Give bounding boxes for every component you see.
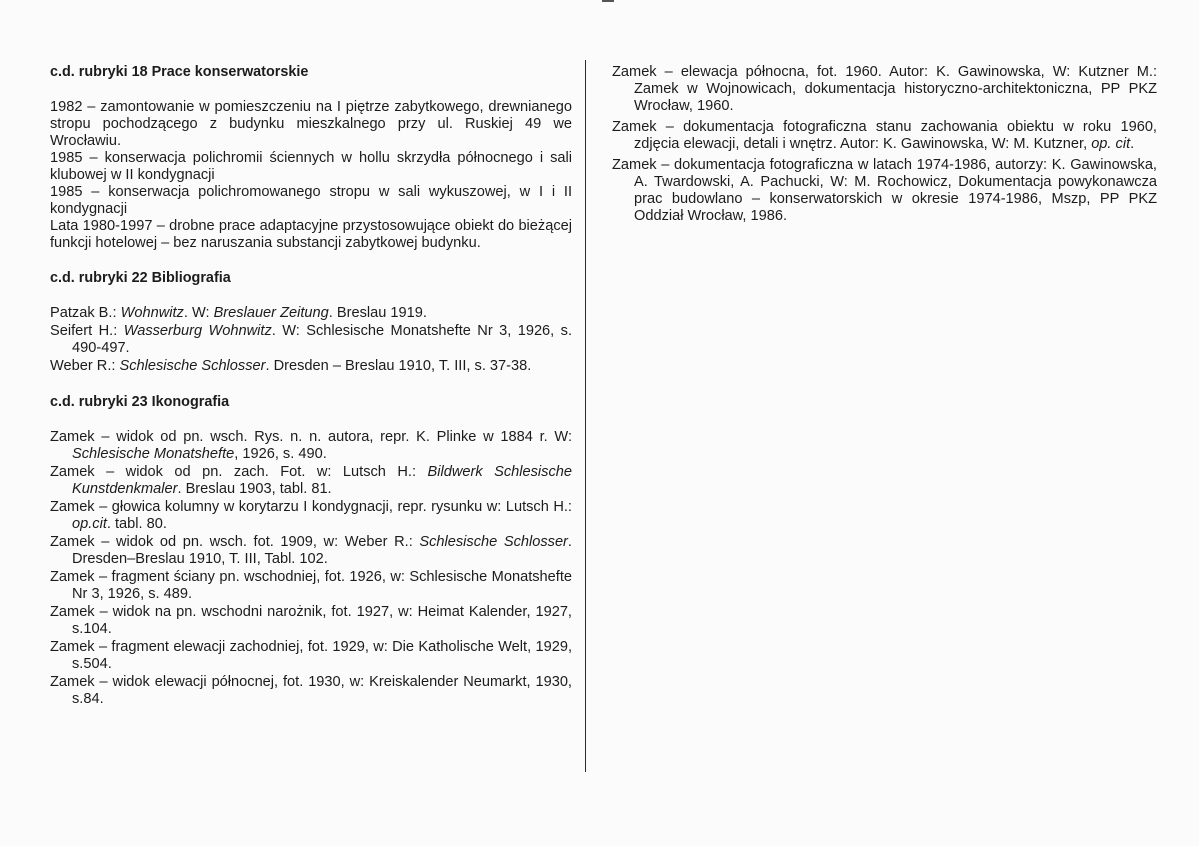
left-column: [50, 64, 572, 709]
section-heading-bibliography: c.d. rubryki 22 Bibliografia: [50, 270, 231, 286]
conservation-paragraph: Lata 1980-1997 – drobne prace adaptacyjne przystosowujące obiekt do bieżącej funkcji hotelowej – bez naruszania substancji zabytkowej budynku.: [50, 218, 572, 251]
iconography-entry: Zamek – widok elewacji północnej, fot. 1930, w: Kreiskalender Neumarkt, 1930, s.84.: [50, 674, 572, 707]
iconography-entry: Zamek – elewacja północna, fot. 1960. Autor: K. Gawinowska, W: Kutzner M.: Zamek w Wojnowicach, dokumentacja historyczno-architektoniczna, PP PKZ Wrocław, 1960.: [612, 64, 1157, 114]
iconography-entry: Zamek – dokumentacja fotograficzna stanu zachowania obiektu w roku 1960, zdjęcia elewacji, detali i wnętrz. Autor: K. Gawinowska, W: M. Kutzner, op. cit.: [612, 119, 1157, 152]
conservation-paragraph: 1985 – konserwacja polichromowanego stropu w sali wykuszowej, w I i II kondygnacji: [50, 184, 572, 217]
iconography-entry: Zamek – głowica kolumny w korytarzu I kondygnacji, repr. rysunku w: Lutsch H.: op.cit. tabl. 80.: [50, 499, 572, 532]
conservation-paragraph: 1985 – konserwacja polichromii ściennych w hollu skrzydła północnego i sali klubowej w II kondygnacji: [50, 150, 572, 183]
section-heading-iconography: c.d. rubryki 23 Ikonografia: [50, 394, 230, 410]
column-divider: [585, 60, 586, 772]
scan-mark: [602, 0, 614, 2]
iconography-entry: Zamek – widok od pn. wsch. Rys. n. n. autora, repr. K. Plinke w 1884 r. W: Schlesische Monatshefte, 1926, s. 490.: [50, 429, 572, 462]
iconography-entry: Zamek – fragment elewacji zachodniej, fot. 1929, w: Die Katholische Welt, 1929, s.504.: [50, 639, 572, 672]
bibliography-entry: Patzak B.: Wohnwitz. W: Breslauer Zeitung. Breslau 1919.: [50, 305, 427, 321]
iconography-entry: Zamek – widok od pn. zach. Fot. w: Lutsch H.: Bildwerk Schlesische Kunstdenkmaler. Breslau 1903, tabl. 81.: [50, 464, 573, 497]
section-heading-conservation: c.d. rubryki 18 Prace konserwatorskie: [50, 64, 309, 80]
bibliography-entry: Weber R.: Schlesische Schlosser. Dresden – Breslau 1910, T. III, s. 37-38.: [50, 358, 532, 374]
iconography-entry: Zamek – fragment ściany pn. wschodniej, fot. 1926, w: Schlesische Monatshefte Nr 3, 1926, s. 489.: [50, 569, 572, 602]
right-column: [612, 64, 1157, 229]
iconography-entry: Zamek – dokumentacja fotograficzna w latach 1974-1986, autorzy: K. Gawinowska, A. Twardowski, A. Pachucki, W: M. Rochowicz, Dokumentacja powykonawcza prac budowlano – konserwatorskich w okresie 1974-1986, Mszp, PP PKZ Oddział Wrocław, 1986.: [612, 157, 1157, 224]
conservation-paragraph: 1982 – zamontowanie w pomieszczeniu na I piętrze zabytkowego, drewnianego stropu pochodzącego z budynku mieszkalnego przy ul. Ruskiej 49 we Wrocławiu.: [50, 99, 572, 149]
iconography-entry: Zamek – widok od pn. wsch. fot. 1909, w: Weber R.: Schlesische Schlosser. Dresden–Breslau 1910, T. III, Tabl. 102.: [50, 534, 572, 567]
iconography-entry: Zamek – widok na pn. wschodni narożnik, fot. 1927, w: Heimat Kalender, 1927, s.104.: [50, 604, 572, 637]
bibliography-entry: Seifert H.: Wasserburg Wohnwitz. W: Schlesische Monatshefte Nr 3, 1926, s. 490-497.: [50, 323, 573, 356]
